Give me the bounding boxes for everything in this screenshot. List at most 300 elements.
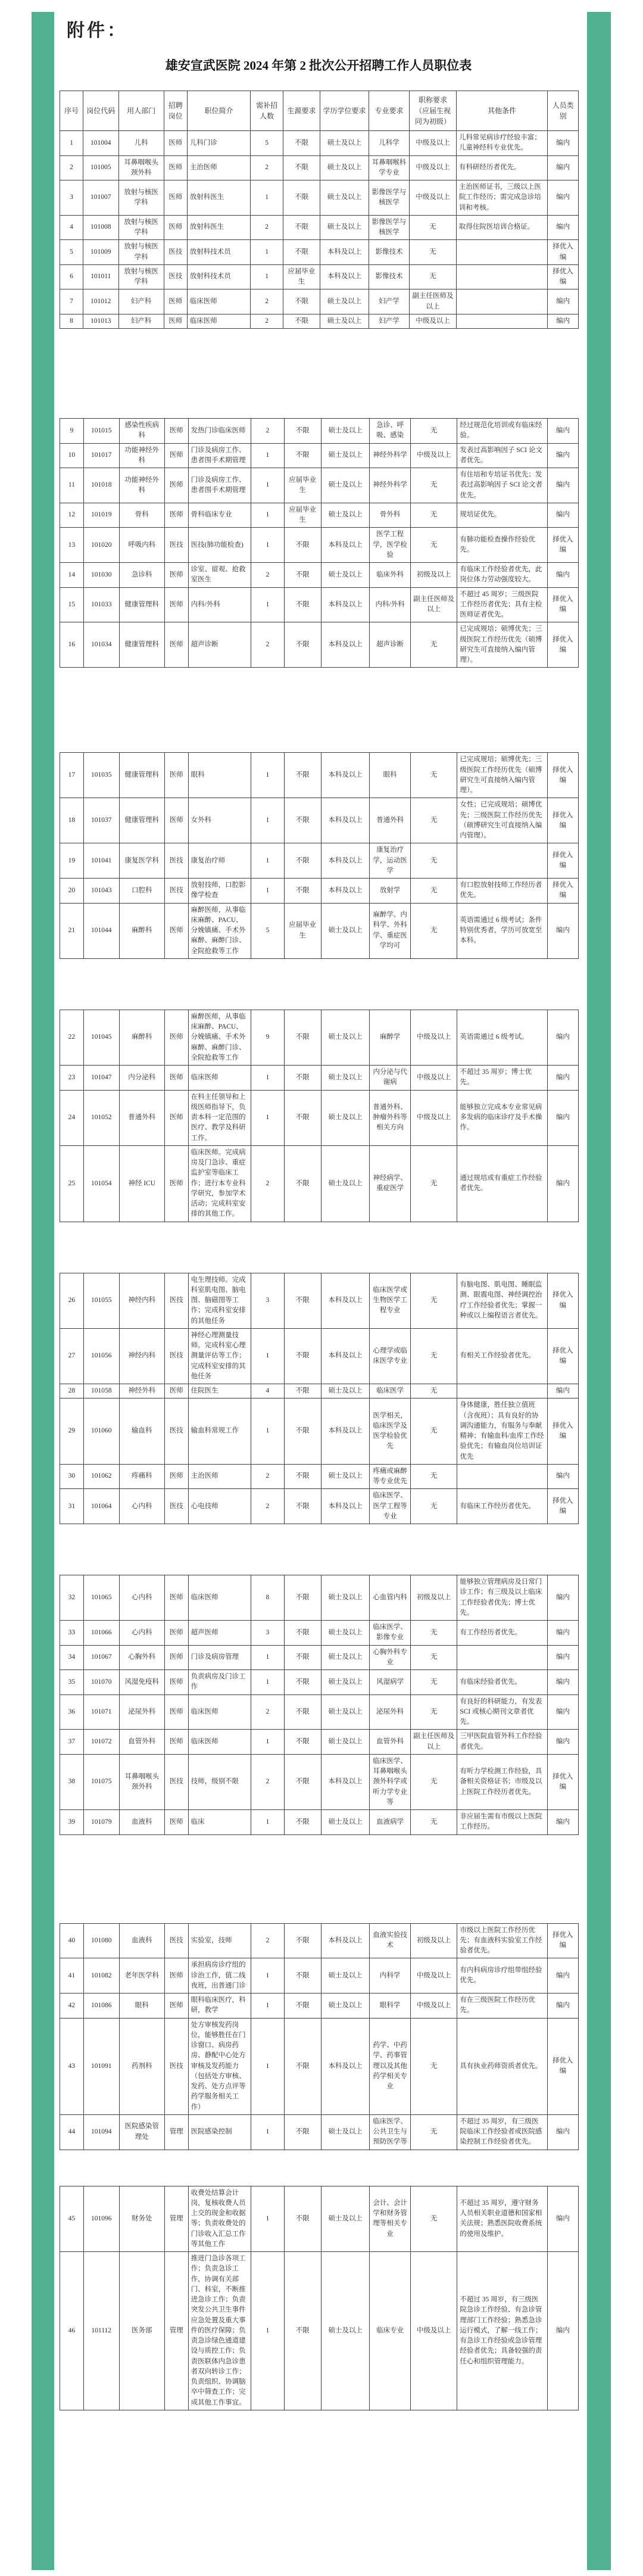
cell: 33: [60, 1621, 84, 1646]
cell: 医技: [164, 1328, 188, 1384]
cell: 择优入编: [547, 1923, 578, 1958]
cell: 择优入编: [547, 528, 578, 563]
cell: 编内: [547, 1621, 578, 1646]
cell: 医务部: [119, 2252, 164, 2410]
cell: 5: [251, 131, 283, 156]
column-header-9: 职称要求（应届生视同为初级）: [410, 91, 457, 131]
cell: 血管外科: [119, 1730, 164, 1755]
cell: 临床医学或生物医学工程专业: [370, 1273, 410, 1328]
cell: 健康管理科: [119, 587, 164, 622]
cell: 本科及以上: [321, 843, 370, 879]
cell: 血液科: [119, 1810, 164, 1835]
cell: 编内: [548, 215, 579, 240]
cell: 超声医师: [188, 1621, 251, 1646]
cell: 医师: [164, 180, 187, 216]
cell: 101055: [83, 1273, 119, 1328]
cell: 心内科: [119, 1489, 164, 1524]
cell: 放射科技术员: [187, 240, 250, 265]
cell: 4: [60, 215, 83, 240]
cell: 2: [251, 1145, 284, 1222]
job-table-section-6: [60, 1575, 579, 1835]
column-header-0: 序号: [60, 91, 83, 131]
cell: 中级及以上: [410, 443, 457, 468]
cell: 35: [60, 1670, 84, 1695]
cell: 麻醉科: [119, 903, 164, 958]
cell: 编内: [548, 155, 579, 180]
cell: 有脑电图、肌电图、睡眠监测、眼震电图、神经调控治疗工作经验者优先；掌握一种或以上编程语言者优先。: [457, 1273, 547, 1328]
cell: 输血科: [119, 1398, 164, 1465]
cell: 不限: [284, 798, 321, 843]
cell: 功能神经外科: [119, 443, 164, 468]
cell: 1: [251, 1066, 284, 1091]
cell: 7: [60, 289, 83, 314]
cell: 医技: [164, 1398, 188, 1465]
cell: 初级及以上: [410, 1923, 457, 1958]
cell: 医师: [164, 753, 188, 798]
cell: 医师: [164, 1384, 188, 1398]
cell: 眼科: [370, 753, 410, 798]
cell: 101034: [83, 622, 119, 668]
cell: 无: [410, 1810, 457, 1835]
cell: 不限: [284, 563, 321, 588]
cell: 在科主任领导和上级医师指导下，负责本科一定范围的医疗、教学及科研工作。: [188, 1090, 251, 1145]
cell: 内科/外科: [188, 587, 251, 622]
cell: 1: [251, 1645, 284, 1670]
cell: 临床医学: [370, 1384, 410, 1398]
cell: 血管外科: [370, 1730, 410, 1755]
cell: 无: [410, 798, 457, 843]
cell: 26: [60, 1273, 84, 1328]
cell: 功能神经外科: [119, 468, 164, 503]
cell: 本科及以上: [320, 240, 369, 265]
cell: 风湿免疫科: [119, 1670, 164, 1695]
cell: 1: [251, 2114, 284, 2150]
cell: 收费处结算会计岗，复核收费人员上交的现金和收据等；负责收费处的门诊收入汇总工作等其他工作: [188, 2186, 251, 2252]
cell: 心内科: [119, 1575, 164, 1621]
table-row: [60, 443, 579, 468]
cell: 风湿病学: [370, 1670, 410, 1695]
cell: 择优入编: [547, 1398, 578, 1465]
cell: 血液病学: [370, 1810, 410, 1835]
cell: 本科及以上: [321, 798, 370, 843]
cell: 不限: [284, 587, 321, 622]
cell: [457, 1645, 547, 1670]
cell: 住院医生: [188, 1384, 251, 1398]
table-row: [60, 503, 579, 528]
cell: 无: [410, 2114, 457, 2150]
cell: 已完成规培；硕博优先；三级医院工作经历优先（硕博研究生可直接纳入编内管理）。: [457, 622, 547, 668]
cell: [456, 314, 547, 328]
cell: 无: [410, 622, 457, 668]
table-row: [60, 1145, 579, 1222]
cell: 医技: [164, 1754, 188, 1809]
cell: 硕士及以上: [321, 1730, 370, 1755]
job-table-section-3: [60, 752, 579, 959]
cell: 门诊及病房工作、患者围手术期管理: [188, 443, 251, 468]
cell: 硕士及以上: [321, 1670, 370, 1695]
cell: 不限: [284, 1993, 321, 2019]
cell: 实验室，技师: [188, 1923, 251, 1958]
cell: 无: [410, 419, 457, 444]
cell: 耳鼻咽喉科学专业: [369, 155, 409, 180]
table-row: [60, 1273, 579, 1328]
cell: 医技: [164, 264, 187, 289]
cell: 1: [251, 1993, 284, 2019]
cell: 硕士及以上: [320, 155, 369, 180]
cell: 临床专业: [370, 2252, 410, 2410]
cell: 本科及以上: [321, 1328, 370, 1384]
cell: 眼科学: [370, 1993, 410, 2019]
table-row: [60, 419, 579, 444]
job-table-section-5: [60, 1273, 579, 1525]
cell: 101075: [83, 1754, 119, 1809]
cell: 放射与核医学科: [118, 215, 164, 240]
cell: 24: [60, 1090, 84, 1145]
cell: 发热门诊临床医师: [188, 419, 251, 444]
cell: 身体健康，胜任独立值班（含夜班）；具有良好的协调沟通能力，有服务与奉献精神；有输血科/血库工作经验优先；有输血岗位培训证优先: [457, 1398, 547, 1465]
cell: 心内科: [119, 1621, 164, 1646]
cell: 不限: [284, 843, 321, 879]
cell: 无: [410, 1489, 457, 1524]
cell: 主治医师证书，三级以上医院工作经历；需完成急诊培训和考核。: [456, 180, 547, 216]
cell: 医院感染控制: [188, 2114, 251, 2150]
cell: 医技: [164, 2018, 188, 2114]
cell: 负责病房及门诊工作: [188, 1670, 251, 1695]
cell: 临床: [188, 1810, 251, 1835]
table-row: [60, 1695, 579, 1730]
cell: 编内: [547, 1958, 578, 1993]
cell: 放射科医生: [187, 180, 250, 216]
table-row: [60, 903, 579, 958]
cell: 101020: [83, 528, 119, 563]
cell: 18: [60, 798, 84, 843]
cell: 健康管理科: [119, 622, 164, 668]
cell: 11: [60, 468, 84, 503]
cell: 内分泌科: [119, 1066, 164, 1091]
cell: 不限: [284, 1384, 321, 1398]
cell: 本科及以上: [321, 2018, 370, 2114]
cell: 中级及以上: [410, 1010, 457, 1065]
cell: 101112: [83, 2252, 119, 2410]
cell: 硕士及以上: [320, 215, 369, 240]
cell: 眼科: [188, 753, 251, 798]
cell: 应届毕业生: [284, 903, 321, 958]
cell: 硕士及以上: [321, 468, 370, 503]
cell: 有内科病房诊疗组带组经验优先。: [457, 1958, 547, 1993]
cell: 临床医师: [187, 289, 250, 314]
cell: 无: [410, 240, 457, 265]
cell: 硕士及以上: [321, 903, 370, 958]
cell: 编内: [547, 1670, 578, 1695]
cell: 2: [251, 1923, 284, 1958]
cell: 健康管理科: [119, 753, 164, 798]
cell: 本科及以上: [321, 753, 370, 798]
table-row: [60, 1489, 579, 1524]
cell: 硕士及以上: [321, 1645, 370, 1670]
cell: 中级及以上: [410, 131, 457, 156]
cell: 硕士及以上: [321, 1090, 370, 1145]
cell: 耳鼻咽喉头颈外科: [119, 1754, 164, 1809]
cell: 神经内科: [119, 1273, 164, 1328]
cell: 血液实验技术: [370, 1923, 410, 1958]
cell: 择优入编: [547, 622, 578, 668]
table-row: [60, 1754, 579, 1809]
cell: 有临床工作经历者优先。: [457, 1489, 547, 1524]
cell: 医师: [164, 468, 188, 503]
cell: 电生理技师。完成科室肌电图、脑电图、脑磁图等工作；完成科室安排的其他任务: [188, 1273, 251, 1328]
cell: 择优入编: [547, 2018, 578, 2114]
cell: 急诊科: [119, 563, 164, 588]
cell: 心血管内科: [370, 1575, 410, 1621]
cell: 15: [60, 587, 84, 622]
cell: 3: [60, 180, 83, 216]
cell: 耳鼻咽喉头颈外科: [118, 155, 164, 180]
cell: 神经 ICU: [119, 1145, 164, 1222]
attachment-label: 附件：: [67, 20, 127, 41]
cell: 101018: [83, 468, 119, 503]
cell: 1: [251, 843, 284, 879]
cell: 医师: [164, 503, 188, 528]
cell: 101012: [83, 289, 118, 314]
cell: 不限: [284, 2114, 321, 2150]
cell: 能够独立完成本专业常见病多发病的临床诊疗及手术操作。: [457, 1090, 547, 1145]
cell: 有良好的科研能力，有发表 SCI 或核心期刊文章者优先。: [457, 1695, 547, 1730]
cell: 3: [251, 1273, 284, 1328]
cell: 无: [410, 843, 457, 879]
cell: 30: [60, 1464, 84, 1489]
cell: 2: [251, 155, 283, 180]
cell: 应届毕业生: [284, 503, 321, 528]
cell: 硕士及以上: [320, 180, 369, 216]
cell: 不限: [284, 1010, 321, 1065]
cell: 42: [60, 1993, 84, 2019]
cell: 应届毕业生: [283, 264, 320, 289]
cell: 临床外科: [370, 563, 410, 588]
cell: 不限: [284, 1958, 321, 1993]
cell: 编内: [547, 1810, 578, 1835]
cell: 不限: [284, 622, 321, 668]
table-row: [60, 843, 579, 879]
cell: 编内: [547, 2186, 578, 2252]
cell: 影像技术: [369, 240, 409, 265]
table-row: [60, 1730, 579, 1755]
cell: 硕士及以上: [321, 1066, 370, 1091]
cell: 本科及以上: [321, 879, 370, 904]
cell: 本科及以上: [321, 1398, 370, 1465]
cell: 25: [60, 1145, 84, 1222]
cell: 23: [60, 1066, 84, 1091]
cell: 2: [251, 1464, 284, 1489]
cell: 硕士及以上: [321, 1621, 370, 1646]
cell: 医师: [164, 131, 187, 156]
table-row: [60, 264, 579, 289]
cell: 17: [60, 753, 84, 798]
cell: 英语需通过 6 级考试。: [457, 1010, 547, 1065]
cell: 医技: [164, 1923, 188, 1958]
cell: 28: [60, 1384, 84, 1398]
cell: 硕士及以上: [321, 1145, 370, 1222]
cell: 医师: [164, 1958, 188, 1993]
cell: 101005: [83, 155, 118, 180]
cell: 编内: [548, 131, 579, 156]
cell: 具有执业药师资质者优先。: [457, 2018, 547, 2114]
column-header-5: 需补招人数: [251, 91, 283, 131]
cell: 疼痛或麻醉等专业优先: [370, 1464, 410, 1489]
cell: 8: [251, 1575, 284, 1621]
cell: 门诊及病房管理: [188, 1645, 251, 1670]
cell: 有临床工作经验者优先，此岗位体力劳动强度较大。: [457, 563, 547, 588]
cell: 硕士及以上: [321, 2186, 370, 2252]
cell: 骨科: [119, 503, 164, 528]
cell: 不限: [283, 155, 320, 180]
cell: 超声诊断: [188, 622, 251, 668]
cell: 取得住院医培训合格证。: [456, 215, 547, 240]
column-header-6: 生源要求: [283, 91, 320, 131]
cell: 医师: [164, 1670, 188, 1695]
cell: 101072: [83, 1730, 119, 1755]
cell: 麻醉医师，从事临床麻醉、PACU、分娩镇痛、手术外麻醉、麻醉门诊、全院抢救等工作: [188, 1010, 251, 1065]
cell: 27: [60, 1328, 84, 1384]
cell: 有科研经历者优先。: [456, 155, 547, 180]
cell: 2: [251, 563, 284, 588]
cell: 5: [251, 903, 284, 958]
cell: 承担病房诊疗组的诊治工作，值二线夜班，出普通门诊: [188, 1958, 251, 1993]
cell: 101017: [83, 443, 119, 468]
cell: 无: [410, 2186, 457, 2252]
cell: 神经外科学: [370, 468, 410, 503]
cell: 择优入编: [547, 753, 578, 798]
cell: 无: [410, 528, 457, 563]
cell: 非应届生需有市级以上医院工作经历。: [457, 1810, 547, 1835]
cell: 不限: [284, 1489, 321, 1524]
cell: 1: [251, 1328, 284, 1384]
cell: 2: [251, 1695, 284, 1730]
cell: 技师，级别不限: [188, 1754, 251, 1809]
cell: 44: [60, 2114, 84, 2150]
cell: 101004: [83, 131, 118, 156]
cell: 中级及以上: [410, 180, 457, 216]
table-row: [60, 2018, 579, 2114]
table-row: [60, 1621, 579, 1646]
cell: 医师: [164, 419, 188, 444]
cell: 有相关工作经验者优先。: [457, 1328, 547, 1384]
cell: 本科及以上: [321, 1923, 370, 1958]
cell: 老年医学科: [119, 1958, 164, 1993]
cell: 医技: [164, 528, 188, 563]
cell: 无: [410, 1670, 457, 1695]
cell: 1: [251, 753, 284, 798]
table-row: [60, 2186, 579, 2252]
cell: [456, 289, 547, 314]
cell: 101071: [83, 1695, 119, 1730]
cell: 处方审核发药岗位，能够胜任在门诊窗口、病房药房、静配中心处方审核及发药能力（包括处方审核、发药、处方点评等药学服务相关工作）: [188, 2018, 251, 2114]
cell: 临床医师: [188, 1695, 251, 1730]
cell: 不限: [284, 419, 321, 444]
cell: 医技: [164, 1489, 188, 1524]
table-row: [60, 622, 579, 668]
cell: 女外科: [188, 798, 251, 843]
cell: 2: [251, 622, 284, 668]
cell: 医师: [164, 1645, 188, 1670]
cell: 不限: [284, 1090, 321, 1145]
cell: 医师: [164, 1993, 188, 2019]
cell: 放射与核医学科: [118, 264, 164, 289]
table-row: [60, 2252, 579, 2410]
cell: 不限: [284, 1066, 321, 1091]
cell: 放射与核医学科: [118, 240, 164, 265]
cell: 编内: [547, 1645, 578, 1670]
cell: 101060: [83, 1398, 119, 1465]
cell: 医师: [164, 1090, 188, 1145]
cell: 编内: [547, 503, 578, 528]
cell: 1: [251, 240, 283, 265]
cell: 硕士及以上: [321, 1810, 370, 1835]
cell: 眼科临床医疗，科研，教学: [188, 1993, 251, 2019]
cell: 编内: [547, 468, 578, 503]
cell: 主治医师: [188, 1464, 251, 1489]
cell: 麻醉医师，从事临床麻醉、PACU、分娩镇痛、手术外麻醉、麻醉门诊、全院抢救等工作: [188, 903, 251, 958]
cell: 5: [60, 240, 83, 265]
table-row: [60, 180, 579, 216]
cell: 医学工程学，医学检验: [370, 528, 410, 563]
table-area: [60, 91, 579, 2410]
cell: 1: [251, 528, 284, 563]
cell: 中级及以上: [410, 155, 457, 180]
cell: 泌尿外科: [370, 1695, 410, 1730]
cell: 编内: [547, 1066, 578, 1091]
cell: 2: [251, 314, 283, 328]
cell: 不限: [284, 1754, 321, 1809]
cell: 1: [251, 2186, 284, 2252]
cell: 药学、中药学、药事管理以及其他药学相关专业: [370, 2018, 410, 2114]
cell: 已完成规培；硕博优先；三级医院工作经历优先（硕博研究生可直接纳入编内管理）。: [457, 753, 547, 798]
cell: 101080: [83, 1923, 119, 1958]
cell: 无: [410, 1645, 457, 1670]
cell: 医学相关，临床医学及医学检验优先: [370, 1398, 410, 1465]
cell: 医技: [164, 240, 187, 265]
column-header-10: 其他条件: [456, 91, 547, 131]
table-row: [60, 528, 579, 563]
cell: 儿科常见病诊疗经验丰富；儿童神经科专业优先。: [456, 131, 547, 156]
cell: 无: [410, 1273, 457, 1328]
cell: 101019: [83, 503, 119, 528]
job-table-section-7: [60, 1923, 579, 2150]
job-table-section-8: [60, 2186, 579, 2410]
cell: 无: [410, 1695, 457, 1730]
cell: 临床医学、耳鼻咽喉头颈外科学或听力学专业等: [370, 1754, 410, 1809]
cell: 101054: [83, 1145, 119, 1222]
cell: 主治医师: [187, 155, 250, 180]
cell: 择优入编: [547, 1273, 578, 1328]
cell: 不限: [284, 1730, 321, 1755]
cell: 管理: [164, 2252, 188, 2410]
cell: 医院感染管理处: [119, 2114, 164, 2150]
cell: 有口腔放射技师工作经历者优先。: [457, 879, 547, 904]
table-row: [60, 240, 579, 265]
cell: 编内: [547, 563, 578, 588]
cell: 101065: [83, 1575, 119, 1621]
cell: 不限: [284, 1398, 321, 1465]
cell: 14: [60, 563, 84, 588]
cell: 放射科技术员: [187, 264, 250, 289]
cell: 101045: [83, 1010, 119, 1065]
cell: 英语需通过 6 级考试；条件特别优秀者，学历可放宽至本科。: [457, 903, 547, 958]
cell: 不超过 35 周岁；博士优先。: [457, 1066, 547, 1091]
cell: 101062: [83, 1464, 119, 1489]
cell: 40: [60, 1923, 84, 1958]
cell: 不限: [284, 2252, 321, 2410]
cell: 无: [410, 1398, 457, 1465]
